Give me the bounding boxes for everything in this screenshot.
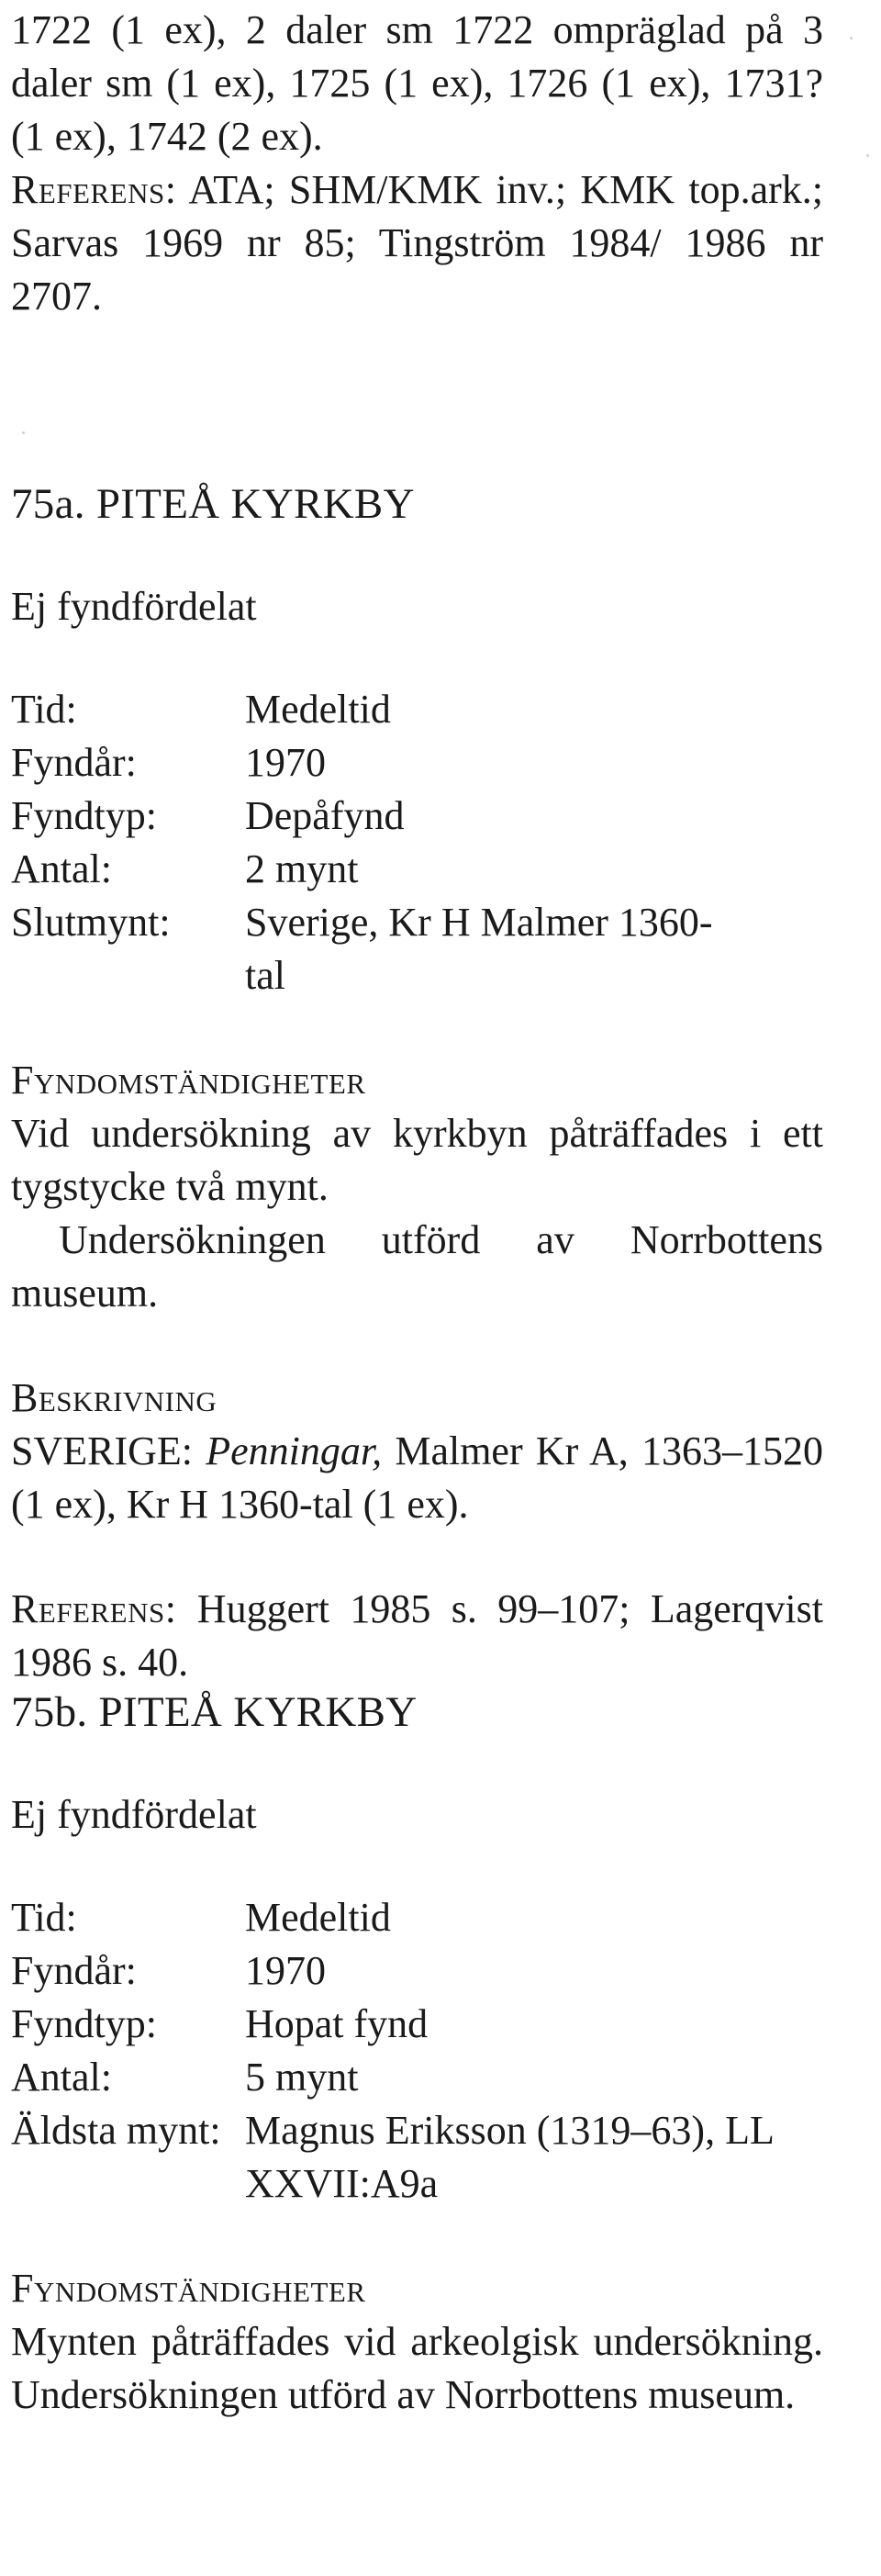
meta-row (11, 683, 741, 736)
description-country: SVERIGE: (11, 1428, 193, 1473)
circumstances-section (11, 1054, 823, 1320)
meta-value: 5 mynt (245, 2055, 359, 2100)
meta-value: 1970 (245, 1948, 326, 1993)
meta-row (11, 2104, 796, 2211)
circumstances-section (11, 2262, 823, 2422)
meta-value: Sverige, Kr H Malmer 1360-tal (245, 900, 713, 998)
meta-key: Slutmynt: (11, 900, 171, 945)
meta-value: Hopat fynd (245, 2001, 429, 2046)
intro-reference (11, 163, 823, 323)
meta-key: Fyndtyp: (11, 793, 157, 838)
entry-metadata-table (11, 1891, 796, 2211)
meta-key: Fyndår: (11, 1948, 137, 1993)
scan-speck (866, 154, 869, 157)
reference-label: Referens: (11, 167, 177, 212)
meta-key: Tid: (11, 687, 77, 732)
description-section (11, 1372, 823, 1531)
meta-row (11, 790, 741, 843)
circumstances-label: Fyndomständigheter (11, 1058, 366, 1103)
meta-row (11, 2051, 796, 2104)
entry-reference (11, 1583, 823, 1689)
entry-heading: 75b. PITEÅ KYRKBY (11, 1688, 418, 1736)
meta-key: Tid: (11, 1895, 77, 1940)
intro-text: 1722 (1 ex), 2 daler sm 1722 ompräglad på 3 daler sm (1 ex), 1725 (1 ex), 1726 (1 ex), 1731? (1 ex), 1742 (2 ex). (11, 7, 823, 159)
meta-key: Antal: (11, 2055, 112, 2100)
intro-section (11, 4, 823, 323)
description-label: Beskrivning (11, 1375, 217, 1420)
meta-key: Fyndtyp: (11, 2001, 157, 2046)
entry-75b (11, 1686, 823, 2422)
circumstances-text: Vid undersökning av kyrkbyn påträffades i ett tygstycke två mynt. (11, 1111, 823, 1209)
reference-text: Huggert 1985 s. 99–107; Lagerqvist 1986 s. 40. (11, 1586, 823, 1685)
scan-speck (22, 431, 25, 434)
description-detail: Malmer Kr A, 1363–1520 (1 ex), Kr H 1360-tal (1 ex). (11, 1428, 824, 1527)
meta-key: Antal: (11, 846, 112, 891)
meta-key: Fyndår: (11, 740, 137, 785)
entry-subheading: Ej fyndfördelat (11, 1792, 257, 1837)
meta-key: Äldsta mynt: (11, 2108, 221, 2153)
meta-value: 1970 (245, 740, 326, 785)
circumstances-text: Mynten påträffades vid arkeolgisk undersökning. Undersökningen utförd av Norrbottens museum. (11, 2319, 823, 2417)
reference-text: ATA; SHM/KMK inv.; KMK top.ark.; Sarvas 1969 nr 85; Tingström 1984/ 1986 nr 2707. (11, 167, 823, 319)
entry-subheading: Ej fyndfördelat (11, 584, 257, 629)
meta-value: Medeltid (245, 1895, 391, 1940)
meta-row (11, 1891, 796, 1944)
circumstances-text: Undersökningen utförd av Norrbottens museum. (11, 1217, 823, 1316)
meta-value: Depåfynd (245, 793, 405, 838)
description-text (11, 1425, 823, 1531)
meta-row (11, 1944, 796, 1998)
meta-row (11, 843, 741, 896)
circumstances-label: Fyndomständigheter (11, 2266, 366, 2311)
meta-value: Medeltid (245, 687, 391, 732)
meta-row (11, 1998, 796, 2051)
entry-75a (11, 477, 823, 1689)
meta-row (11, 736, 741, 790)
meta-value: 2 mynt (245, 846, 359, 891)
meta-value: Magnus Eriksson (1319–63), LL XXVII:A9a (245, 2108, 774, 2206)
entry-metadata-table (11, 683, 741, 1002)
entry-heading: 75a. PITEÅ KYRKBY (11, 480, 415, 528)
reference-label: Referens: (11, 1586, 177, 1631)
description-coin-type: Penningar, (206, 1428, 383, 1473)
meta-row (11, 896, 741, 1002)
scan-speck (850, 37, 853, 39)
